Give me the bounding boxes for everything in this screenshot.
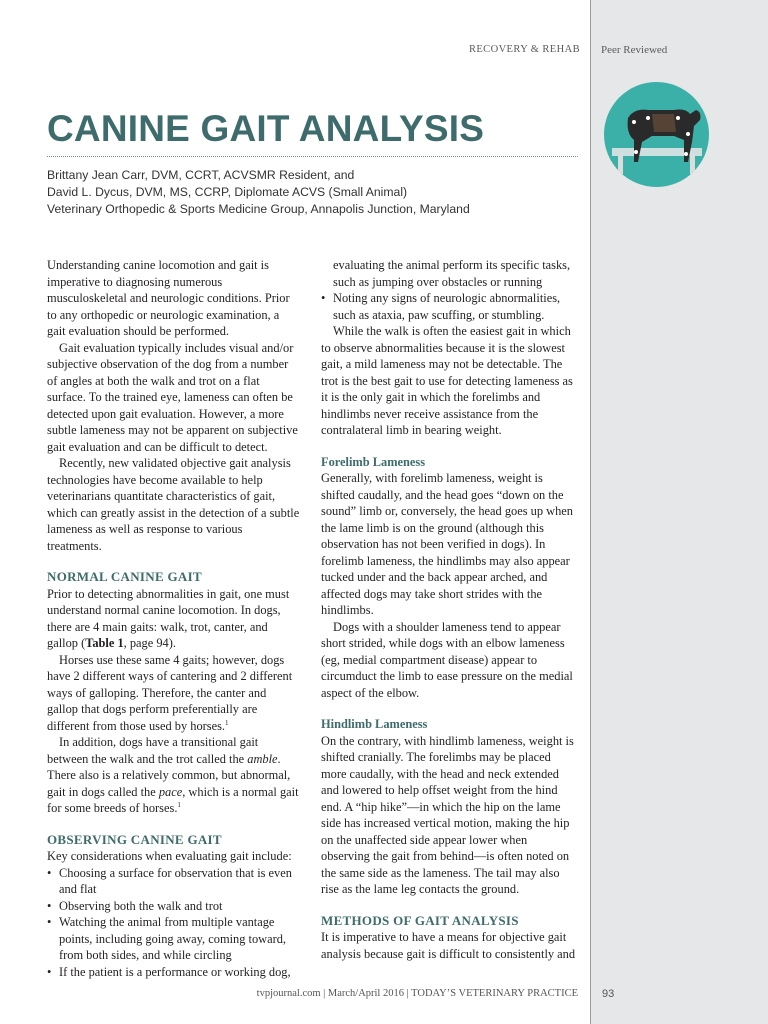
paragraph: It is imperative to have a means for objective gait analysis because gait is difficult to consistently and	[321, 930, 576, 961]
section-label: RECOVERY & REHAB	[468, 44, 580, 55]
reference-marker: 1	[177, 800, 181, 809]
title-divider	[47, 156, 578, 157]
paragraph: Horses use these same 4 gaits; however, dogs have 2 different ways of cantering and 2 different ways of galloping. Therefore, the canter and gallop that dogs perform preferentially are different from those used by horses.$^1$	[47, 652, 293, 733]
subsection-heading: Hindlimb Lameness	[321, 717, 428, 731]
paragraph: Gait evaluation typically includes visual and/or subjective observation of the dog from a number of angles at both the walk and trot on a flat surface. To the trained eye, lameness can often be detected upon gait evaluation. However, a more subtle lameness may not be apparent on subjective gait evaluation and can be difficult to detect.	[47, 340, 298, 454]
paragraph: Dogs with a shoulder lameness tend to appear short strided, while dogs with an elbow lameness (eg, medial compartment disease) appear to circumduct the limb to ease pressure on the medial aspect of the elbow.	[321, 619, 573, 700]
section-heading: OBSERVING CANINE GAIT	[47, 831, 222, 847]
paragraph: On the contrary, with hindlimb lameness, weight is shifted cranially. The forelimbs may be placed more caudally, with the head and neck extended and lowered to help offset weight from the hind end. A “hip hike”—in which the hip on the lame side has increased vertical motion, making the hip on the unaffected side appear lower when observing the gait from behind—is often noted on the same side as the lameness. The tail may also rise as the lame leg contacts the ground.	[321, 733, 574, 896]
text-column-right	[321, 257, 579, 962]
bullet-list	[321, 257, 579, 323]
article-title: CANINE GAIT ANALYSIS	[47, 108, 485, 149]
paragraph: While the walk is often the easiest gait in which to observe abnormalities because it is the slowest gait, a mild lameness may not be detectable. The trot is the best gait to use for detecting lameness as it is the only gait in which the forelimbs and hindlimbs never receive assistance from the contralateral limb in bearing weight.	[321, 324, 573, 437]
dog-gait-logo	[604, 82, 709, 187]
peer-reviewed-label: Peer Reviewed	[601, 44, 668, 56]
paragraph: Key considerations when evaluating gait include:	[47, 849, 292, 863]
subsection-heading: Forelimb Lameness	[321, 454, 426, 469]
bullet-list	[47, 865, 300, 981]
reference-marker: 1	[225, 718, 229, 727]
page-footer: tvpjournal.com | March/April 2016 | TODAY’S VETERINARY PRACTICE	[256, 988, 578, 999]
author-line: Brittany Jean Carr, DVM, CCRT, ACVSMR Resident, and	[47, 168, 355, 182]
list-item: • Noting any signs of neurologic abnormalities, such as ataxia, paw scuffing, or stumbling.	[321, 290, 579, 323]
section-heading: NORMAL CANINE GAIT	[47, 569, 202, 584]
section-heading: METHODS OF GAIT ANALYSIS	[321, 912, 519, 928]
author-block	[47, 167, 577, 218]
author-line: David L. Dycus, DVM, MS, CCRP, Diplomate ACVS (Small Animal)	[47, 185, 408, 199]
text-column-left	[47, 257, 300, 980]
list-item: • If the patient is a performance or working dog,	[47, 964, 300, 981]
paragraph: Prior to detecting abnormalities in gait, one must understand normal canine locomotion. In dogs, there are 4 main gaits: walk, trot, canter, and gallop (Table 1, page 94).	[47, 586, 290, 650]
list-item: • Watching the animal from multiple vantage points, including going away, coming toward, from both sides, and while circling	[47, 914, 300, 964]
paragraph: Generally, with forelimb lameness, weight is shifted caudally, and the head goes “down on the sound” limb or, conversely, the head goes up when the lame limb is on the ground (although this observation has not been verified in dogs). In forelimb lameness, the hindlimbs may also appear tucked under and the back appear arched, and affected dogs may take short strides with the hindlimbs.	[321, 471, 573, 617]
dog-silhouette-icon	[604, 82, 709, 187]
paragraph: In addition, dogs have a transitional gait between the walk and the trot called the amble. There also is a relatively common, but abnormal, gait in dogs called the pace, which is a normal gait for some breeds of horses.$^1$	[47, 735, 299, 815]
table-link[interactable]: Table 1	[85, 636, 124, 650]
list-item: • Observing both the walk and trot	[47, 898, 300, 915]
page-number: 93	[602, 988, 615, 1000]
list-item: • Choosing a surface for observation that is even and flat	[47, 865, 300, 898]
paragraph: Understanding canine locomotion and gait is imperative to diagnosing numerous musculoskeletal and neurologic conditions. Prior to any orthopedic or neurologic examination, a gait evaluation should be performed.	[47, 258, 290, 338]
author-affiliation: Veterinary Orthopedic & Sports Medicine Group, Annapolis Junction, Maryland	[47, 202, 470, 216]
paragraph: Recently, new validated objective gait analysis technologies have become available to help veterinarians quantitate characteristics of gait, which can greatly assist in the detection of a subtle lameness as well as response to various treatments.	[47, 456, 300, 553]
list-item: evaluating the animal perform its specific tasks, such as jumping over obstacles or running	[333, 258, 571, 289]
